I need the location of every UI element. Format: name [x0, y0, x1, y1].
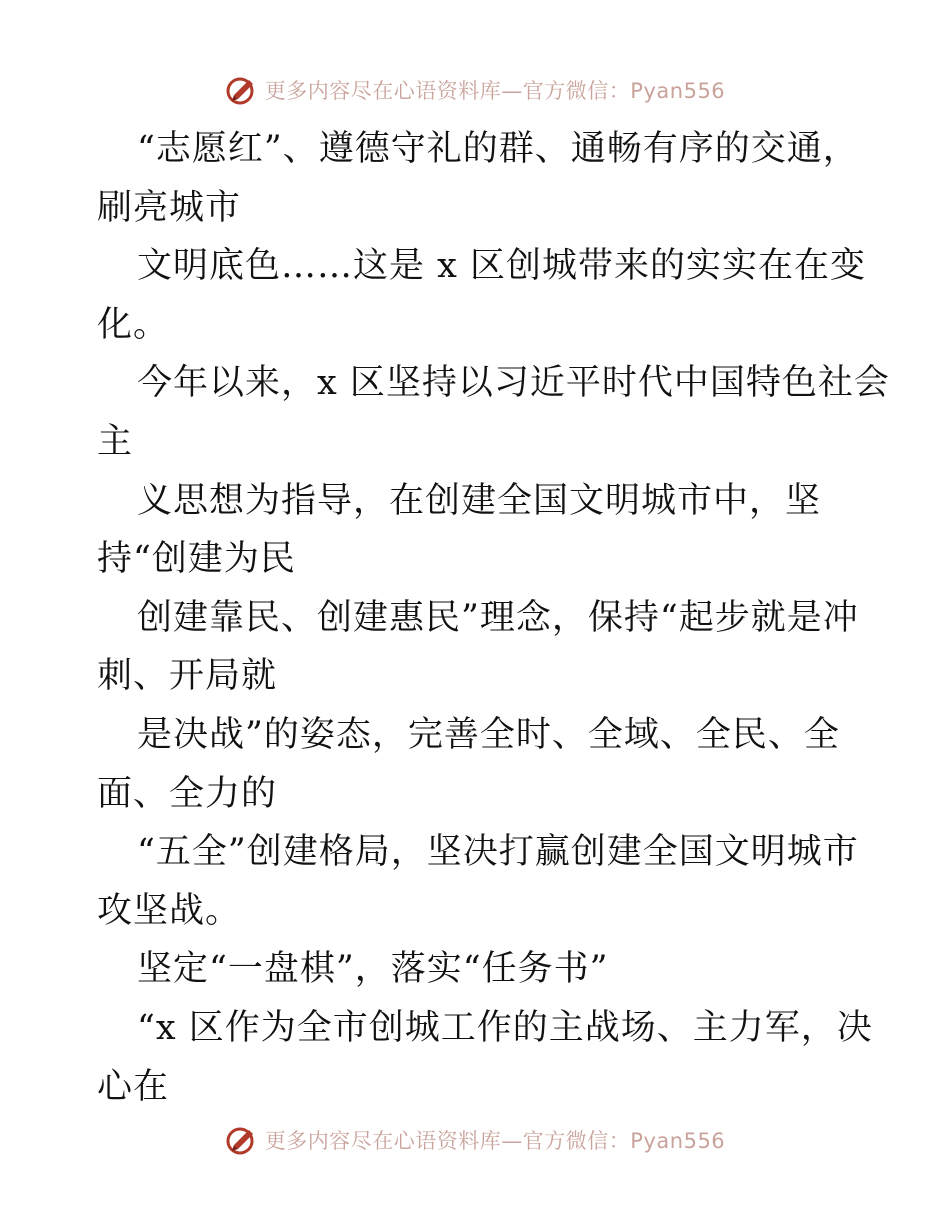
text-line: 文明底色……这是 x 区创城带来的实实在在变	[137, 246, 866, 287]
text-line: 持“创建为民	[97, 539, 296, 580]
pen-logo-icon	[225, 1123, 259, 1157]
text-line: 刺、开局就	[97, 656, 278, 697]
text-line: “x 区作为全市创城工作的主战场、主力军，决	[137, 1007, 873, 1048]
document-body	[97, 120, 890, 1116]
text-line: 今年以来，x 区坚持以习近平时代中国特色社会	[137, 363, 890, 404]
text-line: “志愿红”、遵德守礼的群、通畅有序的交通，	[137, 129, 859, 169]
text-line: 创建靠民、创建惠民”理念，保持“起步就是冲	[137, 597, 859, 638]
text-line: 是决战”的姿态，完善全时、全域、全民、全	[137, 714, 840, 755]
pen-logo-icon	[225, 73, 259, 107]
text-line: 坚定“一盘棋”，落实“任务书”	[137, 949, 609, 990]
text-line: 刷亮城市	[97, 187, 242, 228]
watermark-text: 更多内容尽在心语资料库—官方微信：Pyan556	[264, 79, 726, 103]
watermark-text: 更多内容尽在心语资料库—官方微信：Pyan556	[264, 1129, 726, 1153]
text-line: “五全”创建格局，坚决打赢创建全国文明城市	[137, 832, 859, 873]
header-watermark	[0, 70, 950, 110]
text-line: 义思想为指导，在创建全国文明城市中，坚	[137, 480, 822, 521]
text-line: 主	[97, 421, 134, 462]
text-line: 面、全力的	[97, 773, 278, 814]
footer-watermark	[0, 1120, 950, 1160]
text-line: 化。	[97, 304, 170, 345]
text-line: 攻坚战。	[97, 890, 242, 931]
text-line: 心在	[97, 1066, 170, 1107]
